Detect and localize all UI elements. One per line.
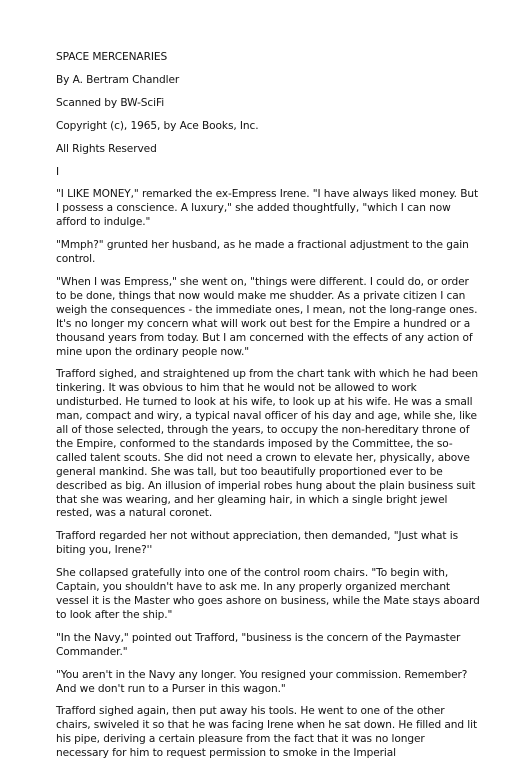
paragraph: "You aren't in the Navy any longer. You resigned your commission. Remember? And we don't run to a Purser in this wagon." — [56, 668, 468, 695]
paragraph: Trafford sighed, and straightened up from the chart tank with which he had been tinkering. It was obvious to him that he would not be allowed to work undisturbed. He turned to look at his wife, to look up at his wife. He was a small man, compact and wiry, a typical naval officer of his day and age, while she, like all of those selected, through the years, to occupy the non-hereditary throne of the Empire, conformed to the standards imposed by the Committee, the so-called talent scouts. She did not need a crown to elevate her, physically, above general mankind. She was tall, but too beautifully proportioned ever to be described as big. An illusion of imperial robes hung about the plain business suit that she was wearing, and her gleaming hair, in which a single bright jewel rested, was a natural coronet. — [56, 368, 478, 520]
rights-line: All Rights Reserved — [56, 142, 157, 155]
author-line: By A. Bertram Chandler — [56, 73, 180, 86]
document-page — [56, 51, 480, 770]
paragraph: "Mmph?" grunted her husband, as he made a fractional adjustment to the gain control. — [56, 239, 469, 266]
copyright-line: Copyright (c), 1965, by Ace Books, Inc. — [56, 119, 259, 132]
scanner-credit: Scanned by BW-SciFi — [56, 96, 165, 109]
paragraph: "I LIKE MONEY," remarked the ex-Empress Irene. "I have always liked money. But I possess a conscience. A luxury," she added thoughtfully, "which I can now afford to indulge." — [56, 188, 479, 229]
paragraph: Trafford regarded her not without appreciation, then demanded, "Just what is biting you, Irene?'' — [56, 530, 458, 557]
paragraph: She collapsed gratefully into one of the control room chairs. "To begin with, Captain, you shouldn't have to ask me. In any properly organized merchant vessel it is the Master who goes ashore on business, while the Mate stays aboard to look after the ship." — [56, 567, 480, 621]
book-title: SPACE MERCENARIES — [56, 51, 168, 63]
chapter-number: I — [56, 165, 60, 178]
paragraph: "In the Navy," pointed out Trafford, "business is the concern of the Paymaster Commander." — [56, 631, 461, 658]
paragraph: Trafford sighed again, then put away his tools. He went to one of the other chairs, swiveled it so that he was facing Irene when he sat down. He filled and lit his pipe, deriving a certain pleasure from the fact that it was no longer necessary for him to request permission to smoke in the Imperial — [56, 705, 478, 760]
paragraph: "When I was Empress," she went on, "things were different. I could do, or order to be done, things that now would make me shudder. As a private citizen I can weigh the consequences - the immediate ones, I mean, not the long-range ones. It's no longer my concern what will work out best for the Empire a hundred or a thousand years from today. But I am concerned with the effects of any action of mine upon the ordinary people now." — [56, 275, 478, 358]
